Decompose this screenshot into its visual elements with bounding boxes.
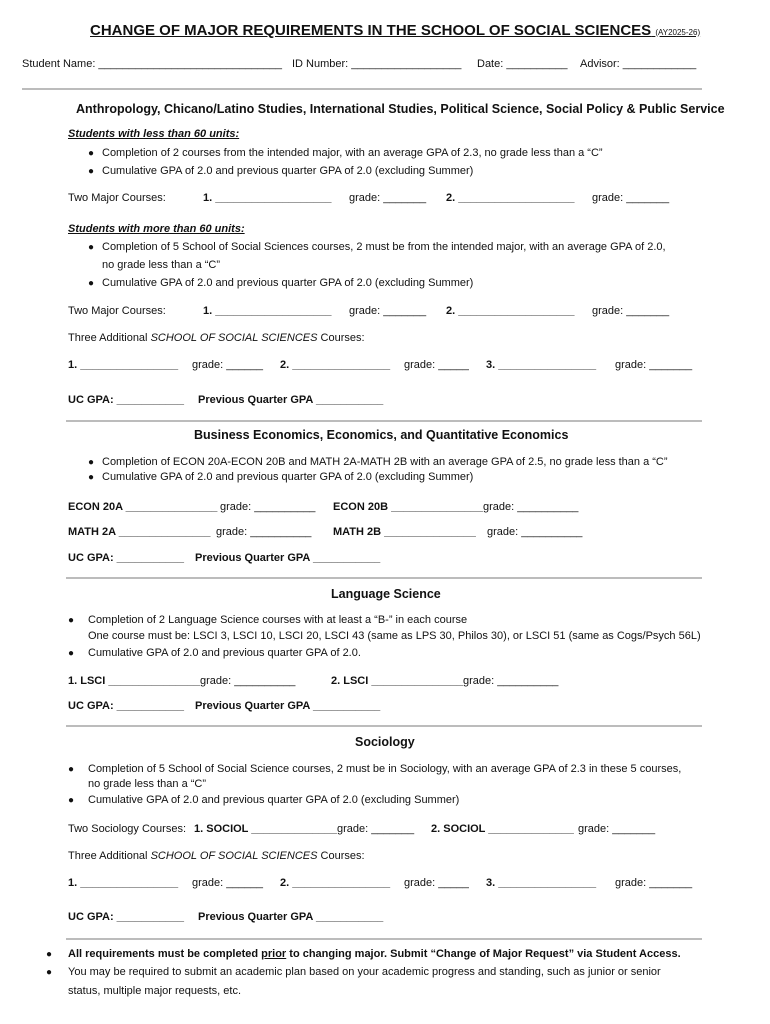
date-field[interactable]: Date: __________ (477, 58, 568, 70)
lsci-course-2-grade-field[interactable]: grade: __________ (463, 675, 559, 687)
uc-gpa-field[interactable]: UC GPA: ___________ (68, 911, 184, 923)
sociology-course-2-field[interactable]: 2. SOCIOL ______________ (431, 823, 574, 835)
divider (66, 420, 702, 422)
advisor-field[interactable]: Advisor: ____________ (580, 58, 697, 70)
requirement-text-continued: One course must be: LSCI 3, LSCI 10, LSCI 20, LSCI 43 (same as LPS 30, Philos 30), or LSCI 51 (same as Cogs/Psych 56L) (88, 630, 701, 642)
lsci-course-1-field[interactable]: 1. LSCI _______________ (68, 675, 201, 687)
section-heading-language-science: Language Science (331, 587, 441, 601)
additional-course-2-field[interactable]: 2. ________________ (280, 877, 391, 889)
major-course-2-field[interactable]: 2. ___________________ (446, 192, 575, 204)
requirement-text: Cumulative GPA of 2.0 and previous quarter GPA of 2.0 (excluding Summer) (88, 794, 460, 806)
uc-gpa-field[interactable]: UC GPA: ___________ (68, 394, 184, 406)
math-2a-field[interactable]: MATH 2A _______________ (68, 526, 211, 538)
additional-course-3-grade-field[interactable]: grade: _______ (615, 359, 693, 371)
additional-label-prefix: Three Additional (68, 332, 151, 344)
more-than-60-units-label: Students with more than 60 units: (68, 223, 245, 235)
previous-quarter-gpa-field[interactable]: Previous Quarter GPA ___________ (198, 911, 384, 923)
major-course-2-grade-field[interactable]: grade: _______ (592, 305, 670, 317)
bullet-icon: ● (88, 457, 95, 468)
page-title (90, 22, 700, 42)
bullet-icon: ● (88, 472, 95, 483)
econ-20a-grade-field[interactable]: grade: __________ (220, 501, 316, 513)
econ-20b-grade-field[interactable]: grade: __________ (483, 501, 579, 513)
requirement-text: Cumulative GPA of 2.0 and previous quarter GPA of 2.0 (excluding Summer) (102, 471, 474, 483)
additional-course-3-grade-field[interactable]: grade: _______ (615, 877, 693, 889)
note-emphasis-prior: prior (261, 948, 287, 960)
requirement-text: Completion of 5 School of Social Sciences courses, 2 must be from the intended major, with an average GPA of 2.0, (102, 241, 666, 253)
previous-quarter-gpa-field[interactable]: Previous Quarter GPA ___________ (195, 700, 381, 712)
sociology-course-2-grade-field[interactable]: grade: _______ (578, 823, 656, 835)
bullet-icon: ● (68, 795, 75, 806)
uc-gpa-field[interactable]: UC GPA: ___________ (68, 552, 184, 564)
additional-label-suffix: Courses: (317, 850, 365, 862)
requirement-text: Cumulative GPA of 2.0 and previous quarter GPA of 2.0 (excluding Summer) (102, 277, 474, 289)
previous-quarter-gpa-field[interactable]: Previous Quarter GPA ___________ (198, 394, 384, 406)
divider (66, 938, 702, 940)
additional-course-1-field[interactable]: 1. ________________ (68, 877, 179, 889)
bullet-icon: ● (68, 764, 75, 775)
two-sociology-courses-label: Two Sociology Courses: (68, 823, 186, 835)
requirement-text: Completion of ECON 20A-ECON 20B and MATH 2A-MATH 2B with an average GPA of 2.5, no grade less than a “C” (102, 456, 668, 468)
previous-quarter-gpa-field[interactable]: Previous Quarter GPA ___________ (195, 552, 381, 564)
major-course-1-field[interactable]: 1. ___________________ (203, 305, 332, 317)
requirement-text: Cumulative GPA of 2.0 and previous quarter GPA of 2.0. (88, 647, 361, 659)
academic-plan-note: You may be required to submit an academic plan based on your academic progress and standing, such as junior or senior (68, 966, 661, 978)
math-2b-field[interactable]: MATH 2B _______________ (333, 526, 476, 538)
major-course-1-field[interactable]: 1. ___________________ (203, 192, 332, 204)
requirement-text: Cumulative GPA of 2.0 and previous quarter GPA of 2.0 (excluding Summer) (102, 165, 474, 177)
additional-label-suffix: Courses: (317, 332, 365, 344)
divider (66, 725, 702, 727)
math-2a-grade-field[interactable]: grade: __________ (216, 526, 312, 538)
math-2b-grade-field[interactable]: grade: __________ (487, 526, 583, 538)
additional-course-2-grade-field[interactable]: grade: _____ (404, 359, 469, 371)
major-course-2-field[interactable]: 2. ___________________ (446, 305, 575, 317)
title-academic-year: (AY2025-26) (655, 28, 701, 37)
bullet-icon: ● (88, 148, 95, 159)
additional-courses-label (68, 332, 365, 345)
uc-gpa-field[interactable]: UC GPA: ___________ (68, 700, 184, 712)
additional-course-3-field[interactable]: 3. ________________ (486, 359, 597, 371)
requirement-text-continued: no grade less than a “C” (102, 259, 221, 271)
bullet-icon: ● (68, 615, 75, 626)
additional-course-3-field[interactable]: 3. ________________ (486, 877, 597, 889)
lsci-course-2-field[interactable]: 2. LSCI _______________ (331, 675, 464, 687)
bullet-icon: ● (46, 967, 53, 978)
requirement-text-continued: no grade less than a “C” (88, 778, 207, 790)
additional-course-2-grade-field[interactable]: grade: _____ (404, 877, 469, 889)
title-text: CHANGE OF MAJOR REQUIREMENTS IN THE SCHOOL OF SOCIAL SCIENCES (90, 22, 652, 39)
section-heading-social-sciences: Anthropology, Chicano/Latino Studies, International Studies, Political Science, Social Policy & Public Service (76, 102, 725, 116)
id-number-field[interactable]: ID Number: __________________ (292, 58, 462, 70)
bullet-icon: ● (88, 278, 95, 289)
student-name-field[interactable]: Student Name: ______________________________ (22, 58, 282, 70)
additional-label-school: SCHOOL OF SOCIAL SCIENCES (150, 850, 318, 862)
two-major-courses-label: Two Major Courses: (68, 192, 166, 204)
section-heading-economics: Business Economics, Economics, and Quantitative Economics (194, 428, 569, 442)
sociology-course-1-field[interactable]: 1. SOCIOL ______________ (194, 823, 337, 835)
note-text-start: All requirements must be completed (68, 948, 262, 960)
econ-20a-field[interactable]: ECON 20A _______________ (68, 501, 218, 513)
academic-plan-note-continued: status, multiple major requests, etc. (68, 985, 242, 997)
additional-label-prefix: Three Additional (68, 850, 151, 862)
lsci-course-1-grade-field[interactable]: grade: __________ (200, 675, 296, 687)
additional-courses-label (68, 850, 365, 863)
additional-course-1-grade-field[interactable]: grade: ______ (192, 877, 263, 889)
section-heading-sociology: Sociology (355, 735, 415, 749)
additional-course-2-field[interactable]: 2. ________________ (280, 359, 391, 371)
additional-course-1-grade-field[interactable]: grade: ______ (192, 359, 263, 371)
requirement-text: Completion of 2 Language Science courses with at least a “B-” in each course (88, 614, 468, 626)
two-major-courses-label: Two Major Courses: (68, 305, 166, 317)
major-course-1-grade-field[interactable]: grade: _______ (349, 305, 427, 317)
major-course-1-grade-field[interactable]: grade: _______ (349, 192, 427, 204)
requirements-note (68, 948, 681, 961)
less-than-60-units-label: Students with less than 60 units: (68, 128, 240, 140)
bullet-icon: ● (88, 166, 95, 177)
bullet-icon: ● (88, 242, 95, 253)
additional-course-1-field[interactable]: 1. ________________ (68, 359, 179, 371)
additional-label-school: SCHOOL OF SOCIAL SCIENCES (150, 332, 318, 344)
requirement-text: Completion of 5 School of Social Science courses, 2 must be in Sociology, with an average GPA of 2.3 in these 5 courses, (88, 763, 682, 775)
divider (66, 577, 702, 579)
bullet-icon: ● (46, 949, 53, 960)
major-course-2-grade-field[interactable]: grade: _______ (592, 192, 670, 204)
note-text-end: to changing major. Submit “Change of Major Request” via Student Access. (286, 948, 681, 960)
econ-20b-field[interactable]: ECON 20B _______________ (333, 501, 483, 513)
sociology-course-1-grade-field[interactable]: grade: _______ (337, 823, 415, 835)
requirement-text: Completion of 2 courses from the intended major, with an average GPA of 2.3, no grade less than a “C” (102, 147, 603, 159)
divider (22, 88, 702, 90)
bullet-icon: ● (68, 648, 75, 659)
